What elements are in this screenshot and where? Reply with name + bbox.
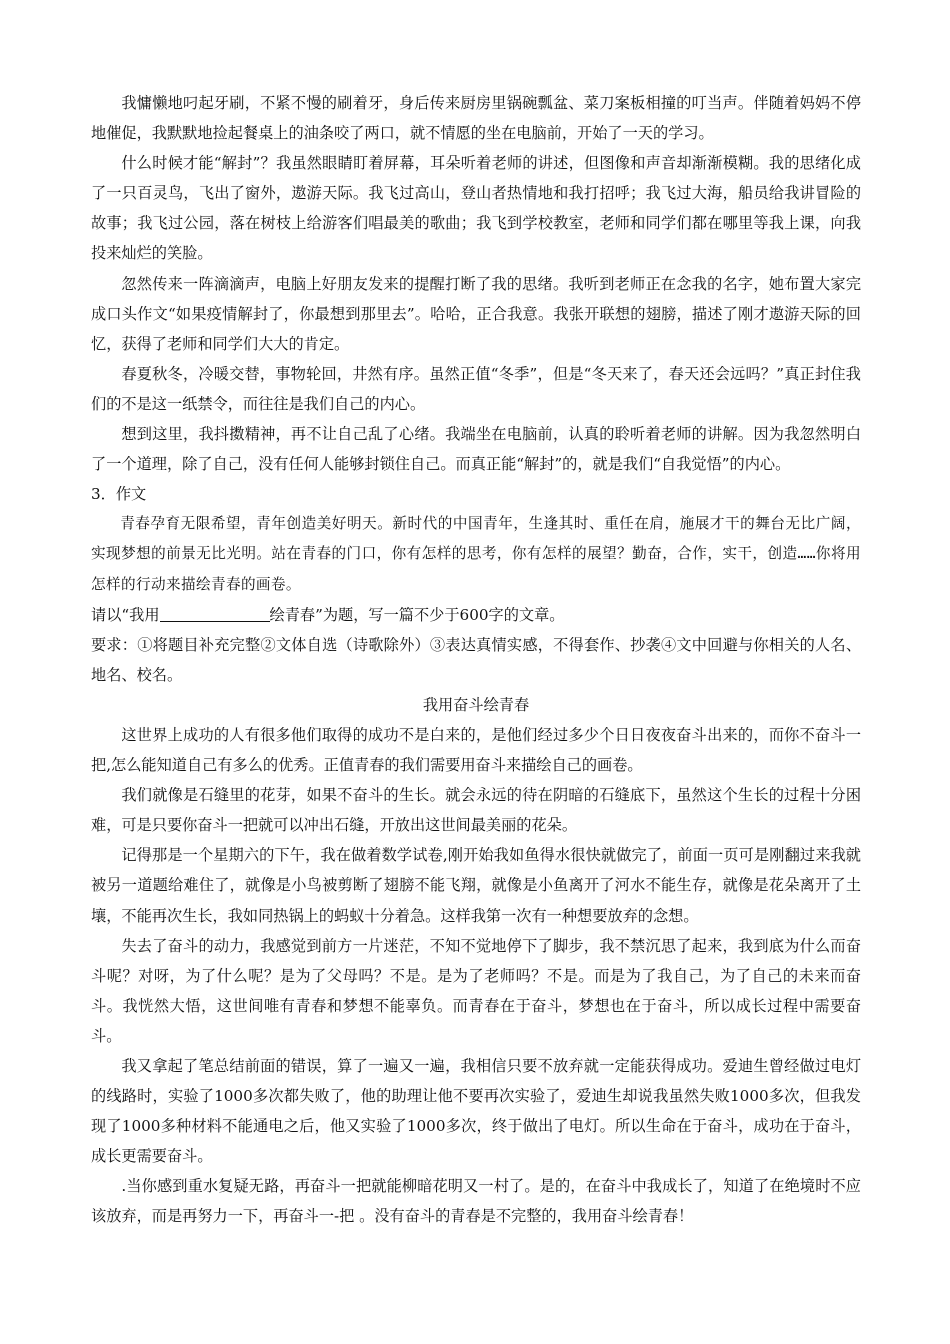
essay-paragraph: 我慵懒地叼起牙刷，不紧不慢的刷着牙，身后传来厨房里锅碗瓢盆、菜刀案板相撞的叮当声。伴随着妈妈不停地催促，我默默地捡起餐桌上的油条咬了两口，就不情愿的坐在电脑前，开始了一天的学习。 — [91, 94, 861, 143]
essay-paragraph: 这世界上成功的人有很多他们取得的成功不是白来的，是他们经过多少个日日夜夜奋斗出来的，而你不奋斗一把,怎么能知道自己有多么的优秀。正值青春的我们需要用奋斗来描绘自己的画卷。 — [91, 725, 861, 775]
question-requirements: 要求：①将题目补充完整②文体自选（诗歌除外）③表达真情实感，不得套作、抄袭④文中回避与你相关的人名、地名、校名。 — [91, 635, 861, 684]
essay-paragraph: 什么时候才能“解封”？我虽然眼睛盯着屏幕，耳朵听着老师的讲述，但图像和声音却渐渐模糊。我的思绪化成了一只百灵鸟，飞出了窗外，遨游天际。我飞过高山，登山者热情地和我打招呼；我飞过大海，船员给我讲冒险的故事；我飞过公园，落在树枝上给游客们唱最美的歌曲；我飞到学校教室，老师和同学们都在哪里等我上课，向我投来灿烂的笑脸。 — [91, 154, 861, 263]
essay-paragraph: 记得那是一个星期六的下午，我在做着数学试卷,刚开始我如鱼得水很快就做完了，前面一页可是刚翻过来我就被另一道题给难住了，就像是小鸟被剪断了翅膀不能飞翔，就像是小鱼离开了河水不能生存，就像是花朵离开了土壤，不能再次生长，我如同热锅上的蚂蚁十分着急。这样我第一次有一种想要放弃的念想。 — [91, 846, 861, 925]
essay-paragraph: 春夏秋冬，冷暖交替，事物轮回，井然有序。虽然正值“冬季”，但是“冬天来了，春天还会远吗？”真正封住我们的不是这一纸禁令，而往往是我们自己的内心。 — [91, 364, 861, 413]
essay-title: 我用奋斗绘青春 — [422, 695, 530, 714]
essay-paragraph: 失去了奋斗的动力，我感觉到前方一片迷茫，不知不觉地停下了脚步，我不禁沉思了起来，我到底为什么而奋斗呢？对呀，为了什么呢？是为了父母吗？不是。是为了老师吗？不是。而是为了我自己，为了自己的未来而奋斗。我恍然大悟，这世间唯有青春和梦想不能辜负。而青春在于奋斗，梦想也在于奋斗，所以成长过程中需要奋斗。 — [91, 936, 861, 1045]
essay-paragraph: .当你感到重水复疑无路，再奋斗一把就能柳暗花明又一村了。是的，在奋斗中我成长了，知道了在绝境时不应该放弃，而是再努力一下，再奋斗一-把 。没有奋斗的青春是不完整的，我用奋斗绘青春！ — [91, 1177, 861, 1226]
previous-essay — [91, 88, 861, 479]
essay-paragraph: 忽然传来一阵滴滴声，电脑上好朋友发来的提醒打断了我的思绪。我听到老师正在念我的名字，她布置大家完成口头作文“如果疫情解封了，你最想到那里去”。哈哈，正合我意。我张开联想的翅膀，描述了刚才遨游天际的回忆，获得了老师和同学们大大的肯定。 — [91, 274, 861, 353]
essay-paragraph: 我又拿起了笔总结前面的错误，算了一遍又一遍，我相信只要不放弃就一定能获得成功。爱迪生曾经做过电灯的线路时，实验了1000多次都失败了，他的助理让他不要再次实验了，爱迪生却说我虽然失败1000多次，但我发现了1000多种材料不能通电之后，他又实验了1000多次，终于做出了电灯。所以生命在于奋斗，成功在于奋斗，成长更需要奋斗。 — [91, 1057, 861, 1166]
essay-paragraph: 想到这里，我抖擞精神，再不让自己乱了心绪。我端坐在电脑前，认真的聆听着老师的讲解。因为我忽然明白了一个道理，除了自己，没有任何人能够封锁住自己。而真正能“解封”的，就是我们“自我觉悟”的内心。 — [91, 425, 861, 474]
question-prompt: 青春孕育无限希望，青年创造美好明天。新时代的中国青年，生逢其时、重任在肩，施展才干的舞台无比广阔，实现梦想的前景无比光明。站在青春的门口，你有怎样的思考，你有怎样的展望？勤奋，合作，实干，创造……你将用怎样的行动来描绘青春的画卷。 — [91, 515, 861, 593]
question-instruction — [91, 600, 861, 630]
model-essay — [91, 690, 861, 1232]
question-heading: 3．作文 — [91, 485, 147, 504]
writing-question — [91, 479, 861, 690]
essay-paragraph: 我们就像是石缝里的花芽，如果不奋斗的生长。就会永远的待在阴暗的石缝底下，虽然这个生长的过程十分困难，可是只要你奋斗一把就可以冲出石缝，开放出这世间最美丽的花朵。 — [91, 786, 861, 835]
instruction-prefix: 请以“我用 — [91, 605, 160, 624]
document-page — [91, 88, 861, 1232]
instruction-suffix: 绘青春”为题，写一篇不少于600字的文章。 — [269, 605, 565, 624]
title-blank — [160, 603, 270, 622]
